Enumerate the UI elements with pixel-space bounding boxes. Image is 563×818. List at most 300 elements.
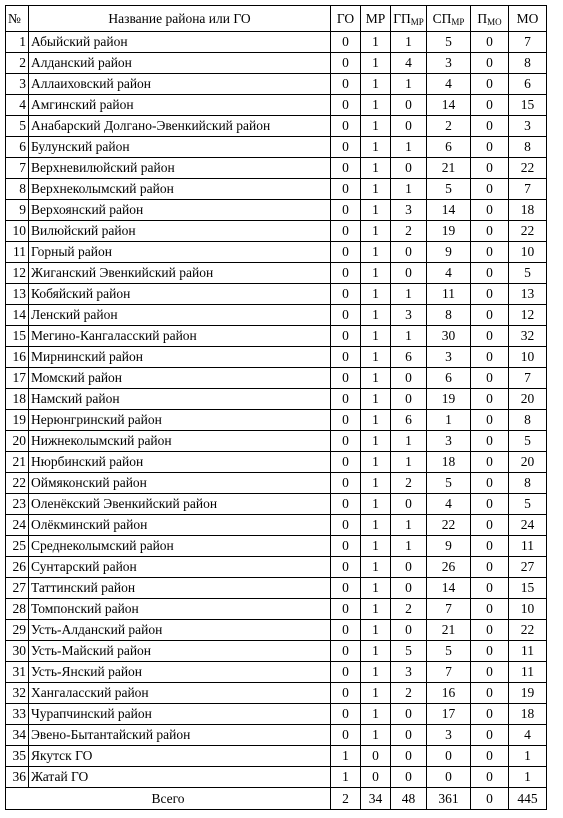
- table-row: [6, 599, 547, 620]
- table-row: [6, 746, 547, 767]
- total-gp: 48: [391, 788, 427, 810]
- row-num: 16: [6, 347, 29, 368]
- row-sp: 21: [427, 620, 471, 641]
- row-mr: 1: [361, 389, 391, 410]
- row-name: Чурапчинский район: [29, 704, 331, 725]
- row-go: 0: [331, 578, 361, 599]
- row-gp: 1: [391, 74, 427, 95]
- header-name: Название района или ГО: [29, 6, 331, 32]
- row-gp: 1: [391, 431, 427, 452]
- table-row: [6, 284, 547, 305]
- row-name: Аллаиховский район: [29, 74, 331, 95]
- row-gp: 1: [391, 179, 427, 200]
- row-name: Усть-Алданский район: [29, 620, 331, 641]
- row-p: 0: [471, 557, 509, 578]
- row-num: 6: [6, 137, 29, 158]
- row-gp: 0: [391, 242, 427, 263]
- row-mo: 10: [509, 599, 547, 620]
- row-go: 0: [331, 284, 361, 305]
- row-num: 10: [6, 221, 29, 242]
- row-mr: 1: [361, 53, 391, 74]
- row-num: 27: [6, 578, 29, 599]
- row-gp: 0: [391, 746, 427, 767]
- table-row: [6, 32, 547, 53]
- row-go: 0: [331, 494, 361, 515]
- row-sp: 14: [427, 95, 471, 116]
- table-row: [6, 137, 547, 158]
- row-p: 0: [471, 53, 509, 74]
- header-sp-main: СП: [432, 11, 452, 26]
- row-p: 0: [471, 578, 509, 599]
- header-p-sub: МО: [487, 17, 502, 27]
- row-p: 0: [471, 536, 509, 557]
- row-sp: 5: [427, 179, 471, 200]
- row-mo: 20: [509, 389, 547, 410]
- row-mo: 7: [509, 32, 547, 53]
- row-gp: 0: [391, 263, 427, 284]
- row-gp: 1: [391, 32, 427, 53]
- row-go: 0: [331, 347, 361, 368]
- row-num: 7: [6, 158, 29, 179]
- row-sp: 3: [427, 431, 471, 452]
- row-mr: 1: [361, 494, 391, 515]
- row-mr: 1: [361, 221, 391, 242]
- row-p: 0: [471, 158, 509, 179]
- row-mr: 1: [361, 116, 391, 137]
- row-num: 24: [6, 515, 29, 536]
- table-row: [6, 431, 547, 452]
- table-row: [6, 305, 547, 326]
- row-name: Горный район: [29, 242, 331, 263]
- row-name: Булунский район: [29, 137, 331, 158]
- row-p: 0: [471, 179, 509, 200]
- row-mo: 1: [509, 746, 547, 767]
- row-mo: 11: [509, 662, 547, 683]
- row-gp: 1: [391, 515, 427, 536]
- row-name: Мирнинский район: [29, 347, 331, 368]
- header-gp-sub: МР: [410, 17, 424, 27]
- row-p: 0: [471, 305, 509, 326]
- row-num: 8: [6, 179, 29, 200]
- row-mo: 4: [509, 725, 547, 746]
- row-mo: 13: [509, 284, 547, 305]
- row-sp: 6: [427, 137, 471, 158]
- row-num: 17: [6, 368, 29, 389]
- row-num: 1: [6, 32, 29, 53]
- row-gp: 1: [391, 326, 427, 347]
- row-go: 0: [331, 137, 361, 158]
- row-go: 1: [331, 767, 361, 788]
- total-row: [6, 788, 547, 810]
- row-name: Намский район: [29, 389, 331, 410]
- row-gp: 4: [391, 53, 427, 74]
- table-row: [6, 578, 547, 599]
- row-gp: 5: [391, 641, 427, 662]
- row-mr: 1: [361, 620, 391, 641]
- table-row: [6, 641, 547, 662]
- row-mr: 1: [361, 683, 391, 704]
- row-sp: 4: [427, 263, 471, 284]
- row-mr: 1: [361, 557, 391, 578]
- row-mr: 1: [361, 284, 391, 305]
- row-sp: 1: [427, 410, 471, 431]
- row-go: 0: [331, 683, 361, 704]
- table-row: [6, 767, 547, 788]
- row-go: 0: [331, 704, 361, 725]
- row-mo: 7: [509, 368, 547, 389]
- row-num: 21: [6, 452, 29, 473]
- row-mr: 0: [361, 767, 391, 788]
- row-name: Верхневилюйский район: [29, 158, 331, 179]
- row-sp: 3: [427, 53, 471, 74]
- row-mo: 11: [509, 641, 547, 662]
- row-p: 0: [471, 242, 509, 263]
- row-mr: 1: [361, 74, 391, 95]
- row-num: 14: [6, 305, 29, 326]
- row-go: 0: [331, 326, 361, 347]
- row-num: 29: [6, 620, 29, 641]
- row-p: 0: [471, 494, 509, 515]
- row-p: 0: [471, 221, 509, 242]
- row-gp: 0: [391, 95, 427, 116]
- row-num: 25: [6, 536, 29, 557]
- row-mo: 3: [509, 116, 547, 137]
- row-name: Жиганский Эвенкийский район: [29, 263, 331, 284]
- row-p: 0: [471, 746, 509, 767]
- row-num: 3: [6, 74, 29, 95]
- row-num: 28: [6, 599, 29, 620]
- row-name: Якутск ГО: [29, 746, 331, 767]
- row-mo: 24: [509, 515, 547, 536]
- row-name: Момский район: [29, 368, 331, 389]
- row-gp: 0: [391, 725, 427, 746]
- row-mr: 1: [361, 200, 391, 221]
- row-p: 0: [471, 389, 509, 410]
- row-sp: 26: [427, 557, 471, 578]
- row-name: Среднеколымский район: [29, 536, 331, 557]
- table-row: [6, 662, 547, 683]
- row-go: 0: [331, 473, 361, 494]
- row-mo: 6: [509, 74, 547, 95]
- row-num: 15: [6, 326, 29, 347]
- header-mo: МО: [509, 6, 547, 32]
- row-sp: 19: [427, 389, 471, 410]
- row-sp: 14: [427, 578, 471, 599]
- total-sp: 361: [427, 788, 471, 810]
- table-row: [6, 557, 547, 578]
- row-name: Абыйский район: [29, 32, 331, 53]
- row-num: 18: [6, 389, 29, 410]
- row-mr: 1: [361, 263, 391, 284]
- header-mr: МР: [361, 6, 391, 32]
- row-go: 0: [331, 515, 361, 536]
- row-p: 0: [471, 284, 509, 305]
- row-mr: 1: [361, 515, 391, 536]
- row-mo: 22: [509, 158, 547, 179]
- row-name: Таттинский район: [29, 578, 331, 599]
- table-row: [6, 494, 547, 515]
- row-gp: 1: [391, 137, 427, 158]
- row-num: 20: [6, 431, 29, 452]
- row-p: 0: [471, 95, 509, 116]
- table-row: [6, 200, 547, 221]
- row-sp: 22: [427, 515, 471, 536]
- table-row: [6, 74, 547, 95]
- row-mo: 22: [509, 221, 547, 242]
- row-go: 0: [331, 389, 361, 410]
- table-row: [6, 347, 547, 368]
- header-gp: [391, 6, 427, 32]
- row-mo: 22: [509, 620, 547, 641]
- row-go: 0: [331, 158, 361, 179]
- table-row: [6, 389, 547, 410]
- row-num: 4: [6, 95, 29, 116]
- row-num: 12: [6, 263, 29, 284]
- row-go: 0: [331, 452, 361, 473]
- row-mo: 7: [509, 179, 547, 200]
- row-mo: 8: [509, 473, 547, 494]
- header-p-main: П: [477, 11, 488, 26]
- row-go: 0: [331, 200, 361, 221]
- row-go: 0: [331, 431, 361, 452]
- row-mr: 1: [361, 725, 391, 746]
- row-sp: 5: [427, 641, 471, 662]
- row-mo: 5: [509, 263, 547, 284]
- row-num: 32: [6, 683, 29, 704]
- row-go: 0: [331, 599, 361, 620]
- row-go: 0: [331, 32, 361, 53]
- table-row: [6, 158, 547, 179]
- row-name: Анабарский Долгано-Эвенкийский район: [29, 116, 331, 137]
- row-go: 0: [331, 179, 361, 200]
- row-p: 0: [471, 263, 509, 284]
- row-mr: 1: [361, 326, 391, 347]
- row-name: Оймяконский район: [29, 473, 331, 494]
- row-num: 31: [6, 662, 29, 683]
- header-sp: [427, 6, 471, 32]
- row-gp: 1: [391, 284, 427, 305]
- row-mo: 32: [509, 326, 547, 347]
- row-mr: 1: [361, 599, 391, 620]
- row-sp: 9: [427, 242, 471, 263]
- row-mr: 1: [361, 431, 391, 452]
- row-name: Нерюнгринский район: [29, 410, 331, 431]
- row-mr: 1: [361, 473, 391, 494]
- row-go: 0: [331, 368, 361, 389]
- table-row: [6, 473, 547, 494]
- municipalities-table: [5, 5, 547, 810]
- row-name: Амгинский район: [29, 95, 331, 116]
- table-row: [6, 95, 547, 116]
- row-go: 0: [331, 662, 361, 683]
- row-sp: 30: [427, 326, 471, 347]
- row-p: 0: [471, 473, 509, 494]
- row-num: 35: [6, 746, 29, 767]
- row-p: 0: [471, 410, 509, 431]
- row-sp: 21: [427, 158, 471, 179]
- row-gp: 2: [391, 683, 427, 704]
- row-mr: 1: [361, 368, 391, 389]
- row-mr: 1: [361, 158, 391, 179]
- row-num: 19: [6, 410, 29, 431]
- row-go: 0: [331, 725, 361, 746]
- row-p: 0: [471, 704, 509, 725]
- row-gp: 0: [391, 494, 427, 515]
- table-row: [6, 452, 547, 473]
- row-mo: 8: [509, 410, 547, 431]
- row-p: 0: [471, 452, 509, 473]
- row-go: 0: [331, 620, 361, 641]
- table-row: [6, 515, 547, 536]
- row-go: 0: [331, 242, 361, 263]
- row-p: 0: [471, 368, 509, 389]
- row-num: 11: [6, 242, 29, 263]
- table-row: [6, 410, 547, 431]
- row-p: 0: [471, 767, 509, 788]
- header-sp-sub: МР: [451, 17, 465, 27]
- row-sp: 0: [427, 746, 471, 767]
- row-gp: 0: [391, 158, 427, 179]
- row-p: 0: [471, 137, 509, 158]
- row-p: 0: [471, 32, 509, 53]
- row-sp: 5: [427, 473, 471, 494]
- row-p: 0: [471, 515, 509, 536]
- total-go: 2: [331, 788, 361, 810]
- row-mr: 1: [361, 662, 391, 683]
- row-mr: 1: [361, 641, 391, 662]
- row-p: 0: [471, 599, 509, 620]
- row-sp: 11: [427, 284, 471, 305]
- row-sp: 19: [427, 221, 471, 242]
- row-gp: 6: [391, 410, 427, 431]
- row-mr: 1: [361, 536, 391, 557]
- row-mr: 1: [361, 305, 391, 326]
- row-gp: 0: [391, 368, 427, 389]
- row-name: Кобяйский район: [29, 284, 331, 305]
- row-sp: 0: [427, 767, 471, 788]
- row-num: 30: [6, 641, 29, 662]
- row-go: 0: [331, 95, 361, 116]
- row-p: 0: [471, 620, 509, 641]
- row-go: 0: [331, 53, 361, 74]
- row-mo: 10: [509, 347, 547, 368]
- table-row: [6, 242, 547, 263]
- total-mo: 445: [509, 788, 547, 810]
- row-go: 0: [331, 74, 361, 95]
- table-row: [6, 704, 547, 725]
- row-num: 5: [6, 116, 29, 137]
- row-name: Верхоянский район: [29, 200, 331, 221]
- table-row: [6, 179, 547, 200]
- row-name: Эвено-Бытантайский район: [29, 725, 331, 746]
- row-sp: 3: [427, 725, 471, 746]
- row-mo: 18: [509, 704, 547, 725]
- row-sp: 16: [427, 683, 471, 704]
- table-row: [6, 368, 547, 389]
- row-p: 0: [471, 74, 509, 95]
- row-sp: 7: [427, 662, 471, 683]
- row-p: 0: [471, 641, 509, 662]
- header-go: ГО: [331, 6, 361, 32]
- row-go: 0: [331, 305, 361, 326]
- row-num: 36: [6, 767, 29, 788]
- row-gp: 3: [391, 200, 427, 221]
- row-mo: 27: [509, 557, 547, 578]
- row-num: 26: [6, 557, 29, 578]
- row-sp: 17: [427, 704, 471, 725]
- header-p: [471, 6, 509, 32]
- table-row: [6, 53, 547, 74]
- row-name: Хангаласский район: [29, 683, 331, 704]
- row-name: Верхнеколымский район: [29, 179, 331, 200]
- row-name: Нюрбинский район: [29, 452, 331, 473]
- row-mr: 1: [361, 137, 391, 158]
- row-gp: 2: [391, 473, 427, 494]
- row-num: 2: [6, 53, 29, 74]
- row-mr: 1: [361, 32, 391, 53]
- row-p: 0: [471, 347, 509, 368]
- row-num: 34: [6, 725, 29, 746]
- row-go: 0: [331, 410, 361, 431]
- row-sp: 3: [427, 347, 471, 368]
- row-mo: 18: [509, 200, 547, 221]
- header-gp-main: ГП: [393, 11, 411, 26]
- row-sp: 9: [427, 536, 471, 557]
- table-row: [6, 536, 547, 557]
- row-name: Нижнеколымский район: [29, 431, 331, 452]
- table-row: [6, 620, 547, 641]
- table-body: [6, 32, 547, 788]
- row-sp: 18: [427, 452, 471, 473]
- row-p: 0: [471, 326, 509, 347]
- row-gp: 2: [391, 599, 427, 620]
- row-mr: 1: [361, 347, 391, 368]
- row-gp: 1: [391, 452, 427, 473]
- header-row: [6, 6, 547, 32]
- table-row: [6, 725, 547, 746]
- row-gp: 0: [391, 389, 427, 410]
- row-go: 0: [331, 536, 361, 557]
- table-row: [6, 263, 547, 284]
- table-row: [6, 116, 547, 137]
- row-num: 13: [6, 284, 29, 305]
- row-gp: 0: [391, 704, 427, 725]
- row-mo: 5: [509, 431, 547, 452]
- row-num: 9: [6, 200, 29, 221]
- row-sp: 5: [427, 32, 471, 53]
- row-mr: 1: [361, 179, 391, 200]
- row-sp: 8: [427, 305, 471, 326]
- row-gp: 1: [391, 536, 427, 557]
- row-go: 0: [331, 641, 361, 662]
- row-gp: 2: [391, 221, 427, 242]
- row-name: Оленёкский Эвенкийский район: [29, 494, 331, 515]
- row-go: 1: [331, 746, 361, 767]
- row-gp: 0: [391, 557, 427, 578]
- row-mr: 0: [361, 746, 391, 767]
- row-name: Усть-Майский район: [29, 641, 331, 662]
- row-go: 0: [331, 116, 361, 137]
- total-p: 0: [471, 788, 509, 810]
- row-mr: 1: [361, 95, 391, 116]
- row-gp: 3: [391, 305, 427, 326]
- row-mo: 12: [509, 305, 547, 326]
- row-mr: 1: [361, 242, 391, 263]
- row-p: 0: [471, 200, 509, 221]
- row-mr: 1: [361, 704, 391, 725]
- row-go: 0: [331, 221, 361, 242]
- row-sp: 6: [427, 368, 471, 389]
